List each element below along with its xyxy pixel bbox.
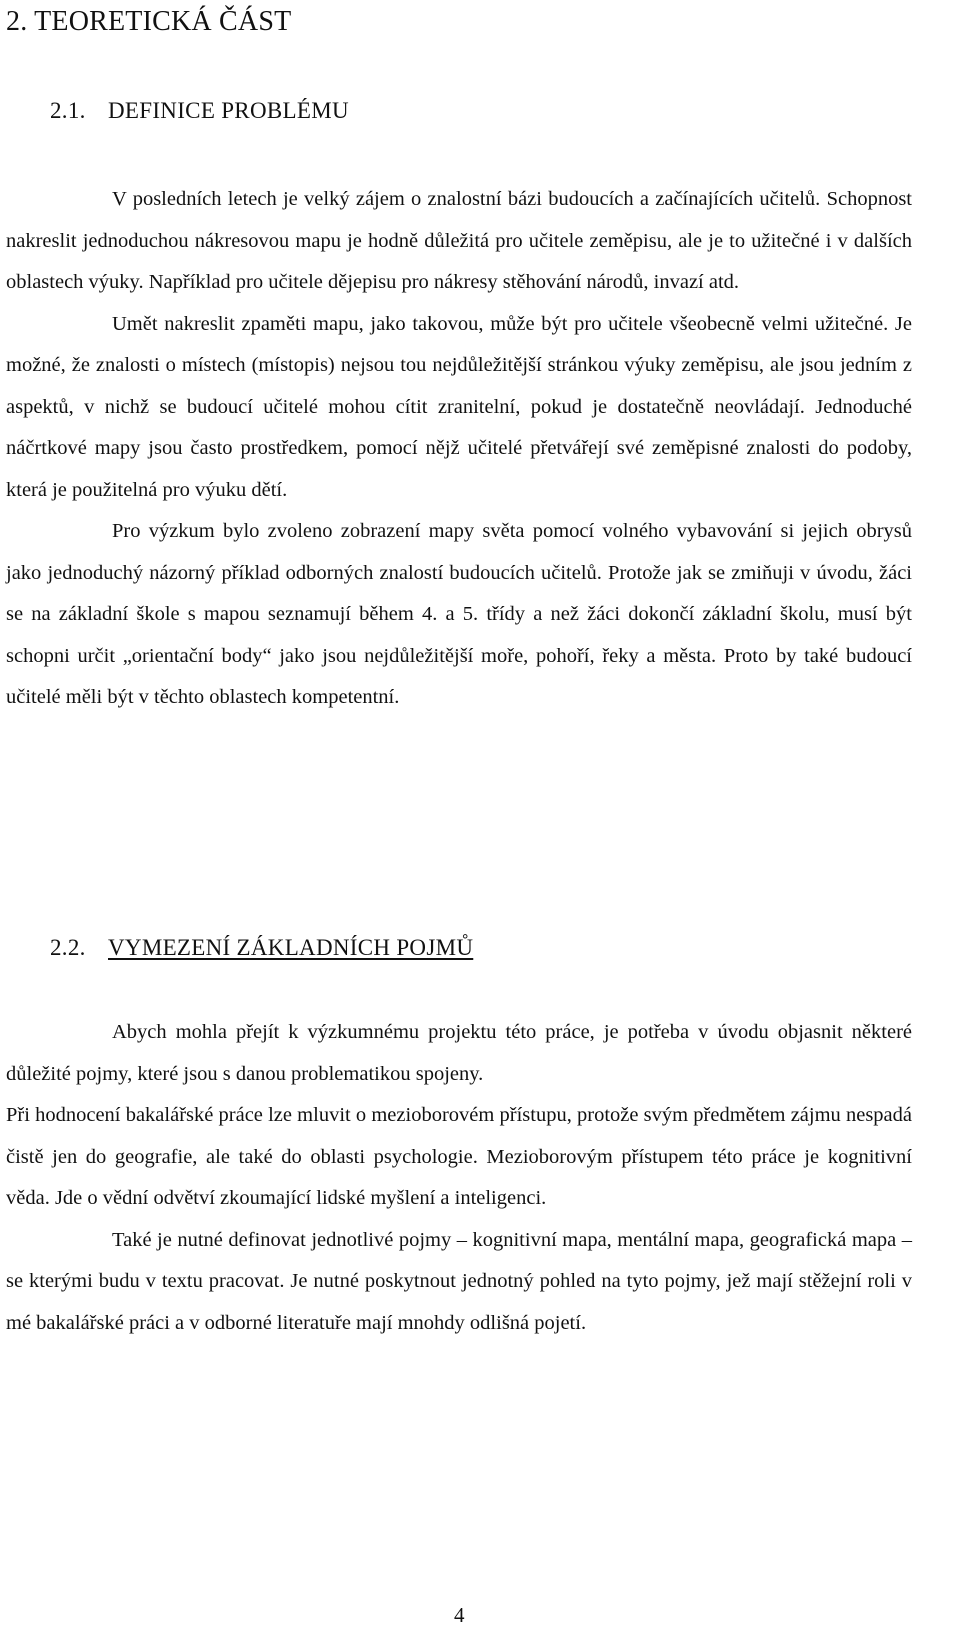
paragraph: Pro výzkum bylo zvoleno zobrazení mapy světa pomocí volného vybavování si jejich obrysů jako jednoduchý názorný příklad odborných znalostí budoucích učitelů. Protože jak se zmiňuji v úvodu, žáci se na základní škole s mapou seznamují během 4. a 5. třídy a než žáci dokončí základní školu, musí být schopni určit „orientační body“ jako jsou nejdůležitější moře, pohoří, řeky a města. Proto by také budoucí učitelé měli být v těchto oblastech kompetentní. <box>6 520 912 708</box>
section-number: 2.1. <box>50 98 86 123</box>
paragraph: V posledních letech je velký zájem o znalostní bázi budoucích a začínajících učitelů. Schopnost nakreslit jednoduchou nákresovou mapu je hodně důležitá pro učitele zeměpisu, ale je to užitečné i v dalších oblastech výuky. Například pro učitele dějepisu pro nákresy stěhování národů, invazí atd. <box>6 188 912 293</box>
paragraph: Také je nutné definovat jednotlivé pojmy – kognitivní mapa, mentální mapa, geografická mapa – se kterými budu v textu pracovat. Je nutné poskytnout jednotný pohled na tyto pojmy, jež mají stěžejní roli v mé bakalářské práci a v odborné literatuře mají mnohdy odlišná pojetí. <box>6 1228 912 1334</box>
section-body-vymezeni <box>6 1012 912 1344</box>
section-title: VYMEZENÍ ZÁKLADNÍCH POJMŮ <box>108 935 474 960</box>
paragraph: Umět nakreslit zpaměti mapu, jako takovou, může být pro učitele všeobecně velmi užitečné. Je možné, že znalosti o místech (místopis) nejsou tou nejdůležitější stránkou výuky zeměpisu, ale jsou jedním z aspektů, v nichž se budoucí učitelé mohou cítit zranitelní, pokud je dostatečně neovládají. Jednoduché náčrtkové mapy jsou často prostředkem, pomocí nějž učitelé přetvářejí své zeměpisné znalosti do podoby, která je použitelná pro výuku dětí. <box>6 312 912 501</box>
section-body-definice <box>6 179 912 719</box>
section-heading-definice <box>6 96 349 126</box>
chapter-title: 2. TEORETICKÁ ČÁST <box>6 6 292 37</box>
paragraph: Abych mohla přejít k výzkumnému projektu této práce, je potřeba v úvodu objasnit některé důležité pojmy, které jsou s danou problematikou spojeny. <box>6 1021 912 1085</box>
paragraph: Při hodnocení bakalářské práce lze mluvit o mezioborovém přístupu, protože svým předmětem zájmu nespadá čistě jen do geografie, ale také do oblasti psychologie. Mezioborovým přístupem této práce je kognitivní věda. Jde o vědní odvětví zkoumající lidské myšlení a inteligenci. <box>6 1104 912 1209</box>
page-number: 4 <box>454 1603 465 1627</box>
section-title: DEFINICE PROBLÉMU <box>108 98 349 123</box>
section-heading-vymezeni <box>6 933 473 963</box>
section-number: 2.2. <box>50 935 86 960</box>
